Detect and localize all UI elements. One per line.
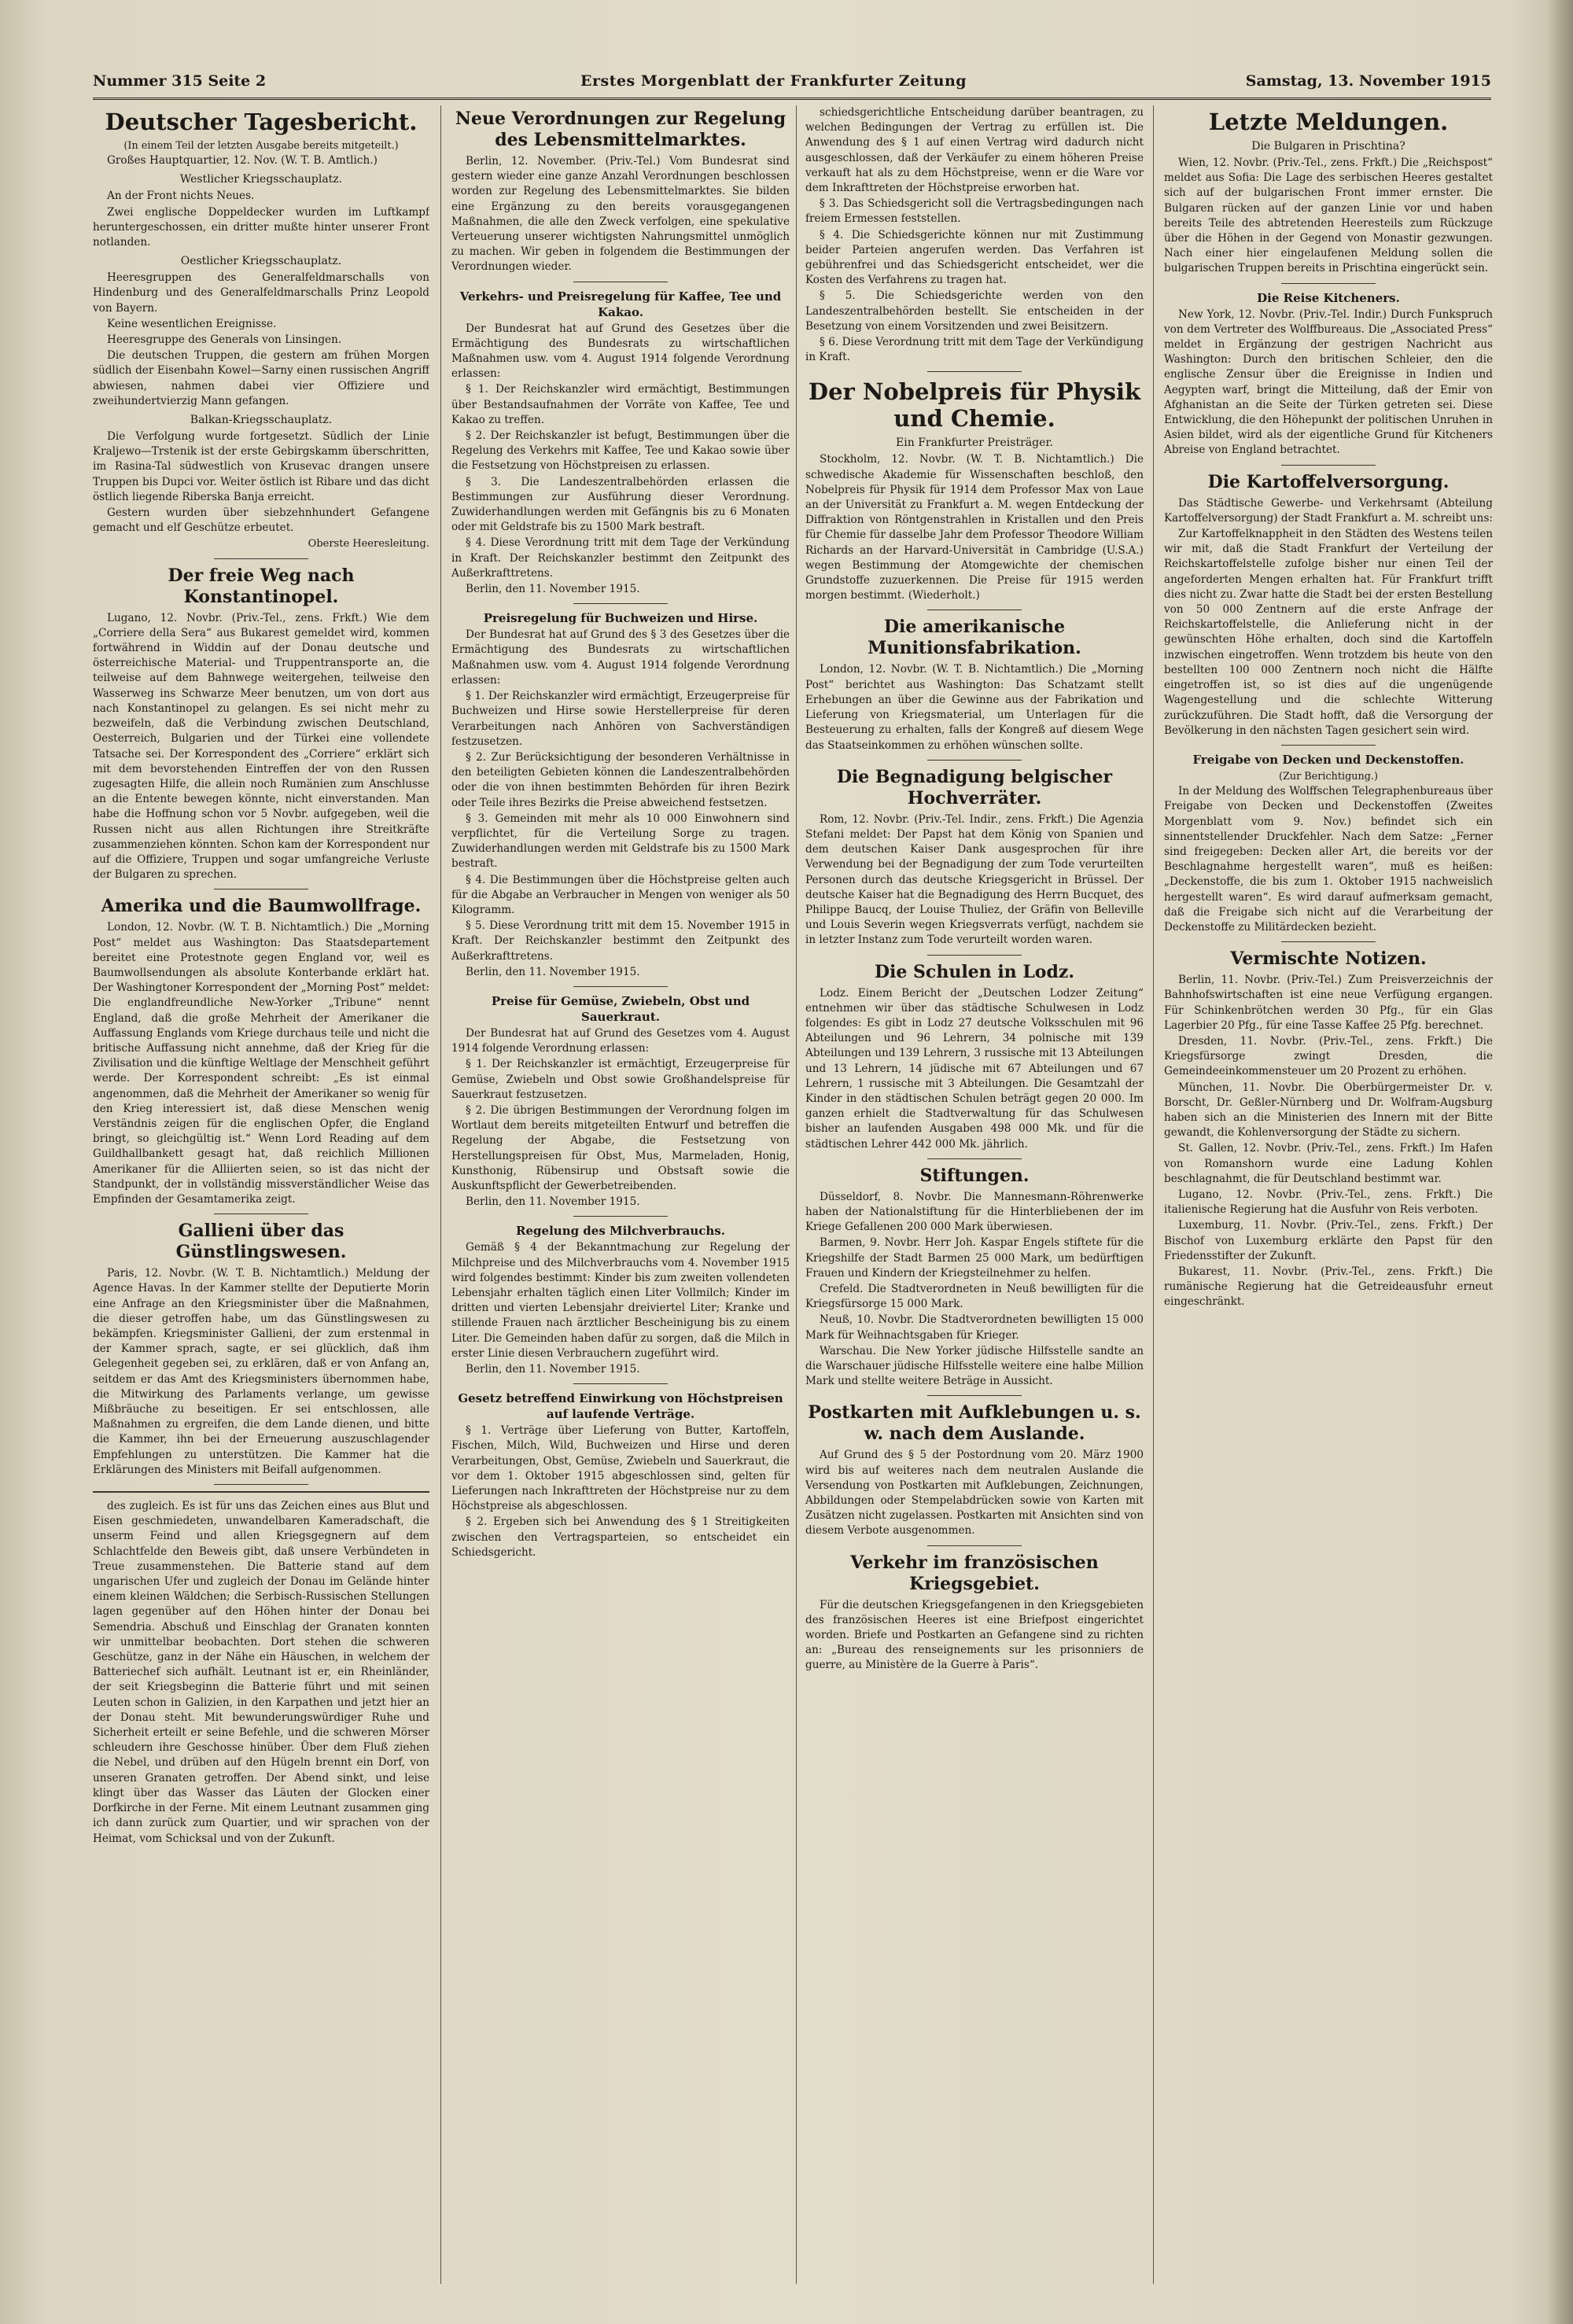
- article-paragraph: Neuß, 10. Novbr. Die Stadtverordneten bewilligten 15 000 Mark für Weihnachtsgaben für Krieger.: [805, 1313, 1144, 1342]
- article-paragraph: Die Verfolgung wurde fortgesetzt. Südlich der Linie Kraljewo—Trstenik ist der erste Gebirgskamm überschritten, im Rasina-Tal südwestlich von Krusevac drangen unsere Truppen bis Dupci vor. Weiter östlich ist Ribare und das dicht östlich liegende Riberska Banja erreicht.: [93, 430, 429, 503]
- article-separator: [1281, 283, 1376, 284]
- article-headline: Der Nobelpreis für Physik und Chemie.: [808, 378, 1141, 433]
- section-heading: Westlicher Kriegsschauplatz.: [179, 173, 343, 186]
- article-paragraph: Heeresgruppen des Generalfeldmarschalls von Hindenburg und des Generalfeldmarschalls Prinz Leopold von Bayern.: [93, 271, 429, 315]
- article: [805, 767, 1144, 948]
- article-paragraph: Stockholm, 12. Novbr. (W. T. B. Nichtamtlich.) Die schwedische Akademie für Wissenschaften beschloß, den Nobelpreis für Physik für 1914 dem Professor Max von Laue an der Universität zu Frankfurt a. M. wegen Entdeckung der Diffraktion von Röntgenstrahlen in Kristallen und den Preis für Chemie für dasselbe Jahr dem Professor Theodore William Richards an der Harvard-Universität in Cambridge (U.S.A.) wegen Bestimmung der Atomgewichte der chemischen Grundstoffe zuzuerkennen. Die Preise für 1915 werden morgen bestimmt. (Wiederholt.): [805, 453, 1144, 602]
- newspaper-edition-title: Erstes Morgenblatt der Frankfurter Zeitung: [580, 72, 967, 90]
- article: [93, 1221, 429, 1478]
- article-paragraph: Warschau. Die New Yorker jüdische Hilfsstelle sandte an die Warschauer jüdische Hilfsstelle weitere eine halbe Million Mark und stellte weitere Beträge in Aussicht.: [805, 1344, 1144, 1388]
- article-paragraph: Lugano, 12. Novbr. (Priv.-Tel., zens. Frkft.) Wie dem „Corriere della Sera“ aus Bukarest gemeldet wird, kommen fortwährend in Widdin auf der Donau deutsche und österreichische Material- und Truppentransporte an, die teilweise auf dem Bahnwege weitergehen, teilweise den Wasserweg ins Schwarze Meer benutzen, um von dort aus nach Konstantinopel zu gelangen. Es sei nicht mehr zu bezweifeln, daß die Verbindung zwischen Deutschland, Oesterreich, Bulgarien und der Türkei eine vollendete Tatsache sei. Der Korrespondent des „Corriere“ erklärt sich mit dem bevorstehenden Eintreffen der von den Russen zugesagten Hilfe, die allein noch Rumänien zum Anschlusse an die Entente bewegen könnte, nicht einverstanden. Man habe die Hoffnung schon vor 5 Novbr. aufgegeben, weil die Russen nicht aus allen Richtungen ihre Streitkräfte zusammenziehen könnten. Schon kam der Korrespondent nur auf die Offiziere, Truppen und sogar umfangreiche Verluste der Bulgaren zu sprechen.: [93, 611, 429, 882]
- article-headline: Die Begnadigung belgischer Hochverräter.: [836, 766, 1113, 808]
- article-subheadline: Freigabe von Decken und Deckenstoffen.: [1192, 752, 1464, 767]
- article-headline: Deutscher Tagesbericht.: [105, 109, 418, 135]
- article-paragraph: Luxemburg, 11. Novbr. (Priv.-Tel., zens. Frkft.) Der Bischof von Luxemburg erklärte den Papst für den Friedensstifter der Zukunft.: [1164, 1219, 1493, 1262]
- column-2: [451, 105, 790, 2284]
- article: [93, 1491, 429, 1847]
- article-paragraph: Großes Hauptquartier, 12. Nov. (W. T. B. Amtlich.): [107, 154, 378, 168]
- article-paragraph: Zwei englische Doppeldecker wurden im Luftkampf heruntergeschossen, ein dritter mußte hinter unserer Front notlanden.: [93, 205, 429, 249]
- article-paragraph: Dresden, 11. Novbr. (Priv.-Tel., zens. Frkft.) Die Kriegsfürsorge zwingt Dresden, die Gemeindeeinkommensteuer um 20 Prozent zu erhöhen.: [1164, 1034, 1493, 1078]
- article-paragraph: Crefeld. Die Stadtverordneten in Neuß bewilligten für die Kriegsfürsorge 15 000 Mark.: [805, 1282, 1144, 1311]
- article-paragraph: § 1. Der Reichskanzler wird ermächtigt, Bestimmungen über Bestandsaufnahmen der Vorräte von Kaffee, Tee und Kakao zu treffen.: [451, 383, 790, 426]
- article: [805, 1552, 1144, 1674]
- article-paragraph: § 6. Diese Verordnung tritt mit dem Tage der Verkündigung in Kraft.: [805, 336, 1144, 364]
- column-divider: [440, 105, 441, 2284]
- article-subheadline: Gesetz betreffend Einwirkung von Höchstpreisen auf laufende Verträge.: [458, 1391, 783, 1422]
- article-subheadline: Verkehrs- und Preisregelung für Kaffee, Tee und Kakao.: [459, 289, 782, 319]
- article-paragraph: Wien, 12. Novbr. (Priv.-Tel., zens. Frkft.) Die „Reichspost“ meldet aus Sofia: Die Lage des serbischen Heeres gestaltet sich auf der bulgarischen Front immer ernster. Die Bulgaren rücken auf der ganzen Linie vor und haben bereits Teile des abtretenden Heeresteils zum Rückzuge über die Höhen in der Gegend von Monastir gezwungen. Nach einer hier eingelaufenen Meldung sollen die bulgarischen Truppen bereits in Prischtina eingerückt sein.: [1164, 157, 1493, 275]
- article-paragraph: § 2. Zur Berücksichtigung der besonderen Verhältnisse in den beteiligten Gebieten können die Landeszentralbehörden oder die von ihnen bestimmten Behörden für ihren Bezirk oder Teile ihres Bezirks die Preise abweichend festsetzen.: [451, 750, 790, 809]
- article-separator: [927, 955, 1022, 956]
- article-paragraph: Die deutschen Truppen, die gestern am frühen Morgen südlich der Eisenbahn Kowel—Sarny einen russischen Angriff abwiesen, nahmen dabei vier Offiziere und zweihundertvierzig Mann gefangen.: [93, 349, 429, 407]
- article-headline: Amerika und die Baumwollfrage.: [101, 896, 422, 917]
- article-paragraph: London, 12. Novbr. (W. T. B. Nichtamtlich.) Die „Morning Post“ meldet aus Washington: Das Staatsdepartement bereitet eine Protestnote gegen England vor, weil es Baumwollsendungen als absolute Konterbande erklärt hat. Der Washingtoner Korrespondent der „Morning Post“ meldet: Die englandfreundliche New-Yorker „Tribune“ nennt England, daß die große Mehrheit der Amerikaner die Auffassung Englands vom Kriege durchaus teile und nicht die britische Auffassung nicht annehme, daß der Krieg für die Zivilisation und die künftige Weltlage der Menschheit geführt werde. Der Korrespondent schreibt: „Es ist einmal angenommen, daß die Mehrheit der Amerikaner so wenig für den Krieg interessiert ist, daß diese Menschen wenig Verständnis zeigen für die englischen Opfer, die England bringt, so gleichgültig ist.“ Wenn Lord Reading auf dem Guildhallbankett gesagt hat, daß reichlich Millionen Amerikaner für die Alliierten seien, so ist das nicht der Standpunkt, der in vollständig missverständlicher Weise das Empfinden der Gesamtamerika zeigt.: [93, 921, 429, 1206]
- article-separator: [573, 986, 668, 987]
- article-paragraph: Berlin, den 11. November 1915.: [466, 583, 640, 596]
- article-paragraph: Keine wesentlichen Ereignisse.: [107, 317, 277, 330]
- article-paragraph: Berlin, den 11. November 1915.: [466, 1195, 640, 1209]
- article-subheadline: Regelung des Milchverbrauchs.: [516, 1224, 725, 1239]
- article: [451, 1390, 790, 1560]
- article-separator: [573, 603, 668, 604]
- article-paragraph: Berlin, 12. November. (Priv.-Tel.) Vom Bundesrat sind gestern wieder eine ganze Anzahl Verordnungen beschlossen worden zur Regelung des Lebensmittelmarktes. Sie bilden eine Ergänzung zu den bereits vorausgegangenen Maßnahmen, die alle den Zweck verfolgen, eine spekulative Verteuerung unserer wichtigsten Nahrungsmittel unmöglich zu machen. Wir geben in folgendem die Bestimmungen der Verordnungen wieder.: [451, 155, 790, 274]
- article-headline: Stiftungen.: [919, 1165, 1030, 1186]
- article-paragraph: § 4. Die Schiedsgerichte können nur mit Zustimmung beider Parteien angerufen werden. Das Verfahren ist gebührenfrei und das Schiedsgericht entscheidet, wer die Kosten des Verfahrens zu tragen hat.: [805, 228, 1144, 287]
- section-heading: Oestlicher Kriegsschauplatz.: [180, 255, 342, 268]
- article-separator: [1281, 465, 1376, 466]
- article-separator: [214, 558, 308, 559]
- article-paragraph: § 1. Verträge über Lieferung von Butter, Kartoffeln, Fischen, Milch, Wild, Buchweizen und Hirse und deren Verarbeitungen, Obst, Gemüse, Zwiebeln und Sauerkraut, die vor dem 1. Oktober 1915 abgeschlossen sind, gelten für Lieferungen nach Inkrafttreten der Höchstpreise nur zu dem Höchstpreise als abgeschlossen.: [451, 1424, 790, 1513]
- article-separator: [927, 760, 1022, 761]
- article-headline: Verkehr im französischen Kriegsgebiet.: [850, 1552, 1099, 1594]
- article-headline: Neue Verordnungen zur Regelung des Lebensmittelmarktes.: [455, 109, 786, 150]
- editorial-note: (In einem Teil der letzten Ausgabe bereits mitgeteilt.): [123, 140, 399, 152]
- article-paragraph: An der Front nichts Neues.: [107, 190, 255, 203]
- article-paragraph: Barmen, 9. Novbr. Herr Joh. Kaspar Engels stiftete für die Kriegshilfe der Stadt Barmen 25 000 Mark, um bedürftigen Frauen und Kindern der Kriegsteilnehmer zu helfen.: [805, 1236, 1144, 1280]
- article-separator: [214, 1484, 308, 1485]
- article: [451, 109, 790, 275]
- article-headline: Letzte Meldungen.: [1208, 109, 1449, 135]
- article-separator: [573, 1216, 668, 1217]
- article-paragraph: Rom, 12. Novbr. (Priv.-Tel. Indir., zens. Frkft.) Die Agenzia Stefani meldet: Der Papst hat dem König von Spanien und dem deutschen Kaiser Dank ausgesprochen für ihre Verwendung bei der Begnadigung der zum Tode verurteilten Personen durch das deutsche Kriegsgericht in Brüssel. Der deutsche Kaiser hat die Begnadigung des Herrn Bucquet, des Philippe Baucq, der Louise Thuliez, der Gräfin von Belleville und Louis Severin wegen Kriegsverrats verfügt, nachdem sie in letzter Instanz zum Tode verurteilt worden waren.: [805, 812, 1144, 947]
- article-paragraph: § 2. Der Reichskanzler ist befugt, Bestimmungen über die Regelung des Verkehrs mit Kaffee, Tee und Kakao sowie über die Festsetzung von Höchstpreisen zu erlassen.: [451, 429, 790, 473]
- article-paragraph: Auf Grund des § 5 der Postordnung vom 20. März 1900 wird bis auf weiteres nach dem neutralen Auslande die Versendung von Postkarten mit Aufklebungen, Zeichnungen, Abbildungen oder Stempelabdrücken sowie von Karten mit Zusätzen nicht zugelassen. Postkarten mit Ansichten sind von diesem Verbote ausgenommen.: [805, 1449, 1144, 1538]
- article-headline: Die amerikanische Munitionsfabrikation.: [868, 617, 1081, 659]
- article-paragraph: Das Städtische Gewerbe- und Verkehrsamt (Abteilung Kartoffelversorgung) der Stadt Frankfurt a. M. schreibt uns:: [1164, 496, 1493, 525]
- editorial-note: (Zur Berichtigung.): [1278, 770, 1379, 783]
- article-paragraph: Gemäß § 4 der Bekanntmachung zur Regelung der Milchpreise und des Milchverbrauchs vom 4. November 1915 wird folgendes bestimmt: Kinder bis zum zweiten vollendeten Lebensjahr erhalten täglich einen Liter Vollmilch; Kinder im dritten und vierten Lebensjahr dreiviertel Liter; Kranke und stillende Frauen nach ärztlicher Bescheinigung bis zu einem Liter. Die Gemeinden haben dafür zu sorgen, daß die Milch in erster Linie diesen Verbrauchern zugeführt wird.: [451, 1241, 790, 1360]
- article-headline: Die Kartoffelversorgung.: [1207, 471, 1450, 492]
- article-paragraph: § 1. Der Reichskanzler wird ermächtigt, Erzeugerpreise für Buchweizen und Hirse sowie Herstellerpreise für deren Verarbeitungen nach Anhören von Sachverständigen festzusetzen.: [451, 690, 790, 748]
- section-rule: [93, 1491, 429, 1493]
- article-paragraph: § 2. Ergeben sich bei Anwendung des § 1 Streitigkeiten zwischen den Vertragsparteien, so entscheidet ein Schiedsgericht.: [451, 1516, 790, 1559]
- article: [1164, 948, 1493, 1309]
- article-paragraph: Paris, 12. Novbr. (W. T. B. Nichtamtlich.) Meldung der Agence Havas. In der Kammer stellte der Deputierte Morin eine Anfrage an den Kriegsminister über die Maßnahmen, die dieser getroffen habe, um das Günstlingswesen zu bekämpfen. Kriegsminister Gallieni, der zum erstenmal in der Kammer sprach, sagte, er sei glücklich, daß ihm Gelegenheit gegeben sei, zu erklären, daß er von Anfang an, seitdem er das Amt des Kriegsministers übernommen habe, die Mitwirkung des Parlaments verlange, um gewisse Mißbräuche zu beseitigen. Er sei entschlossen, alle Maßnahmen zu ergreifen, die dem Lande dienen, und bitte die Kammer, ihn bei der Erneuerung auszuschlagender Empfehlungen zu unterstützen. Die Kammer hat die Erklärungen des Ministers mit Beifall aufgenommen.: [93, 1267, 429, 1476]
- section-heading: Balkan-Kriegsschauplatz.: [190, 414, 333, 427]
- article-paragraph: Zur Kartoffelknappheit in den Städten des Westens teilen wir mit, daß die Stadt Frankfurt der Verteilung der Reichskartoffelstelle zufolge bisher nur einen Teil der angeforderten Mengen erhalten hat. Für Frankfurt trifft dies nicht zu. Zwar hatte die Stadt bei der ersten Bestellung von 50 000 Zentnern auf die erste Anfrage der Reichskartoffelstelle, die Anlieferung nicht in der gewünschten Höhe erhalten, doch sind die Kartoffeln inzwischen eingetroffen. Wenn trotzdem bis heute von den bestellten 100 000 Zentnern noch nicht die Hälfte eingetroffen ist, so ist dies auf die ungenügende Wagengestellung und die schlechte Witterung zurückzuführen. Die Stadt hofft, daß die Versorgung der Bevölkerung in den nächsten Tagen gesichert sein wird.: [1164, 528, 1493, 737]
- article-headline: Postkarten mit Aufklebungen u. s. w. nach dem Auslande.: [808, 1402, 1141, 1445]
- article: [1164, 472, 1493, 738]
- article-paragraph: Für die deutschen Kriegsgefangenen in den Kriegsgebieten des französischen Heeres ist eine Briefpost eingerichtet worden. Briefe und Postkarten an Gefangene sind zu richten an: „Bureau des renseignements sur les prisonniers de guerre, au Ministère de la Guerre à Paris“.: [805, 1598, 1144, 1672]
- article-paragraph: In der Meldung des Wolffschen Telegraphenbureaus über Freigabe von Decken und Deckenstoffen (Zweites Morgenblatt vom 9. Nov.) befindet sich ein sinnentstellender Druckfehler. Nach dem Satze: „Ferner sind freigegeben: Decken aller Art, die bereits vor der Beschlagnahme hergestellt waren“, muß es heißen: „Deckenstoffe, die bis zum 1. Oktober 1915 nachweislich hergestellt waren“. Es wird darauf aufmerksam gemacht, daß die Freigabe sich nicht auf die Verarbeitung der Deckenstoffe zu Militärdecken bezieht.: [1164, 785, 1493, 934]
- article-paragraph: Heeresgruppe des Generals von Linsingen.: [107, 333, 342, 347]
- article-separator: [573, 1383, 668, 1384]
- article: [93, 896, 429, 1207]
- article-separator: [927, 1158, 1022, 1159]
- article-paragraph: Berlin, den 11. November 1915.: [466, 965, 640, 978]
- article-paragraph: Lugano, 12. Novbr. (Priv.-Tel., zens. Frkft.) Die italienische Regierung hat die Ausfuhr von Reis verboten.: [1164, 1188, 1493, 1217]
- article-separator: [1281, 941, 1376, 942]
- article: [1164, 109, 1493, 277]
- article-paragraph: § 4. Diese Verordnung tritt mit dem Tage der Verkündung in Kraft. Der Reichskanzler bestimmt den Zeitpunkt des Außerkrafttretens.: [451, 536, 790, 580]
- article-paragraph: Lodz. Einem Bericht der „Deutschen Lodzer Zeitung“ entnehmen wir über das städtische Schulwesen in Lodz folgendes: Es gibt in Lodz 27 deutsche Volksschulen mit 96 Abteilungen und 96 Lehrern, 34 polnische mit 139 Abteilungen und 139 Lehrern, 3 russische mit 13 Abteilungen und 13 Lehrern, 14 jüdische mit 67 Abteilungen und 67 Lehrern, 1 russische mit 3 Abteilungen. Die Gesamtzahl der Kinder in den städtischen Schulen beträgt gegen 20 000. Im ganzen erhielt die Stadtverwaltung für das Schulwesen bisher an laufenden Ausgaben 498 000 Mk. und für die städtischen Lehrer 442 000 Mk. jährlich.: [805, 986, 1144, 1151]
- article: [93, 565, 429, 883]
- article-paragraph: Berlin, 11. Novbr. (Priv.-Tel.) Zum Preisverzeichnis der Bahnhofswirtschaften ist eine neue Verfügung ergangen. Für Schinkenbrötchen werden 30 Pfg., für ein Glas Lagerbier 20 Pfg., für eine Tasse Kaffee 25 Pfg. berechnet.: [1164, 974, 1493, 1032]
- article: [1164, 752, 1493, 935]
- article-paragraph: § 5. Diese Verordnung tritt mit dem 15. November 1915 in Kraft. Der Reichskanzler bestimmt den Zeitpunkt des Außerkrafttretens.: [451, 919, 790, 963]
- signature-line: Oberste Heeresleitung.: [308, 538, 429, 551]
- article-paragraph: New York, 12. Novbr. (Priv.-Tel. Indir.) Durch Funkspruch von dem Vertreter des Wolffbureaus. Die „Associated Press“ meldet in Ergänzung der gestrigen Nachricht aus Washington: Durch den britischen Schleier, den die englische Zensur über die Ereignisse in Indien und Aegypten warf, bringt die Mitteilung, daß der Emir von Afghanistan an die Seite der Türken getreten sei. Diese Entwicklung, die den Höhepunkt der politischen Unruhen in Asien bildet, wird als der eigentliche Grund für Kitcheners Abreise von England betrachtet.: [1164, 308, 1493, 457]
- article: [805, 962, 1144, 1152]
- article-paragraph: schiedsgerichtliche Entscheidung darüber beantragen, zu welchen Bedingungen der Vertrag zu erfüllen ist. Die Anwendung des § 1 auf einen Vertrag wird dadurch nicht ausgeschlossen, daß der Verkäufer zu einem höheren Preise verkauft hat als zu dem Höchstpreise, wenn er die Ware vor dem Inkrafttreten der Höchstpreise erworben hat.: [805, 106, 1144, 195]
- issue-date: Samstag, 13. November 1915: [1245, 72, 1491, 90]
- article-paragraph: London, 12. Novbr. (W. T. B. Nichtamtlich.) Die „Morning Post“ berichtet aus Washington: Das Schatzamt stellt Erhebungen an über die Gewinne aus der Fabrikation und Lieferung von Kriegsmaterial, um Unterlagen für die Besteuerung zu erhalten, falls der Kongreß auf diesem Wege das Staatseinkommen zu erhöhen wünschen sollte.: [805, 663, 1144, 752]
- section-heading: Ein Frankfurter Preisträger.: [896, 436, 1053, 450]
- article-headline: Vermischte Notizen.: [1230, 948, 1427, 970]
- article-subheadline: Die Reise Kitcheners.: [1257, 290, 1400, 305]
- article: [451, 993, 790, 1210]
- article-paragraph: St. Gallen, 12. Novbr. (Priv.-Tel., zens. Frkft.) Im Hafen von Romanshorn wurde eine Ladung Kohlen beschlagnahmt, die für Deutschland bestimmt war.: [1164, 1142, 1493, 1185]
- article-paragraph: § 5. Die Schiedsgerichte werden von den Landeszentralbehörden bestellt. Sie entscheiden in der Besetzung von einem Vorsitzenden und zwei Beisitzern.: [805, 289, 1144, 333]
- article-separator: [1281, 745, 1376, 746]
- article-subheadline: Preise für Gemüse, Zwiebeln, Obst und Sauerkraut.: [491, 993, 750, 1024]
- article: [93, 109, 429, 552]
- issue-and-page: Nummer 315 Seite 2: [93, 72, 267, 90]
- article-paragraph: § 3. Die Landeszentralbehörden erlassen die Bestimmungen zur Ausführung dieser Verordnung. Zuwiderhandlungen werden mit Gefängnis bis zu 6 Monaten oder mit Geldstrafe bis zu 1500 Mark bestraft.: [451, 475, 790, 534]
- column-divider: [796, 105, 797, 2284]
- article-paragraph: Düsseldorf, 8. Novbr. Die Mannesmann-Röhrenwerke haben der Nationalstiftung für die Hinterbliebenen der im Kriege Gefallenen 200 000 Mark überwiesen.: [805, 1190, 1144, 1234]
- page-edge-shadow: [1546, 0, 1573, 2324]
- article-paragraph: Gestern wurden über siebzehnhundert Gefangene gemacht und elf Geschütze erbeutet.: [93, 506, 429, 535]
- article-headline: Der freie Weg nach Konstantinopel.: [168, 565, 355, 607]
- article: [805, 1166, 1144, 1390]
- article: [805, 1402, 1144, 1538]
- article: [805, 105, 1144, 365]
- article-paragraph: Der Bundesrat hat auf Grund des § 3 des Gesetzes über die Ermächtigung des Bundesrats zu wirtschaftlichen Maßnahmen usw. vom 4. August 1914 folgende Verordnung erlassen:: [451, 628, 790, 687]
- article-headline: Gallieni über das Günstlingswesen.: [175, 1221, 347, 1263]
- article-separator: [927, 1545, 1022, 1546]
- article-paragraph: § 4. Die Bestimmungen über die Höchstpreise gelten auch für die Abgabe an Verbraucher in Mengen von weniger als 50 Kilogramm.: [451, 873, 790, 916]
- article-separator: [927, 1395, 1022, 1396]
- article-paragraph: § 2. Die übrigen Bestimmungen der Verordnung folgen im Wortlaut dem bereits mitgeteilten Entwurf und betreffen die Regelung der Abgabe, die Festsetzung von Herstellungspreisen für Obst, Mus, Marmeladen, Honig, Kunsthonig, Rübensirup und Obstsaft sowie die Auskunftspflicht der Gewerbetreibenden.: [451, 1103, 790, 1192]
- article: [1164, 290, 1493, 459]
- column-divider: [1153, 105, 1154, 2284]
- article: [805, 378, 1144, 603]
- masthead: [93, 66, 1491, 100]
- column-1: [93, 105, 429, 2284]
- article-paragraph: § 1. Der Reichskanzler ist ermächtigt, Erzeugerpreise für Gemüse, Zwiebeln und Obst sowie Großhandelspreise für Sauerkraut festzusetzen.: [451, 1058, 790, 1101]
- article: [805, 617, 1144, 753]
- article-paragraph: Der Bundesrat hat auf Grund des Gesetzes über die Ermächtigung des Bundesrats zu wirtschaftlichen Maßnahmen usw. vom 4. August 1914 folgende Verordnung erlassen:: [451, 322, 790, 381]
- article-paragraph: § 3. Das Schiedsgericht soll die Vertragsbedingungen nach freiem Ermessen feststellen.: [805, 197, 1144, 226]
- article: [451, 1223, 790, 1377]
- article-paragraph: Der Bundesrat hat auf Grund des Gesetzes vom 4. August 1914 folgende Verordnung erlassen:: [451, 1026, 790, 1055]
- article-paragraph: § 3. Gemeinden mit mehr als 10 000 Einwohnern sind verpflichtet, für die Verteilung Sorge zu tragen. Zuwiderhandlungen werden mit Geldstrafe bis zu 1500 Mark bestraft.: [451, 812, 790, 871]
- column-3: [805, 105, 1144, 2284]
- article-paragraph: des zugleich. Es ist für uns das Zeichen eines aus Blut und Eisen geschmiedeten, unwandelbaren Kameradschaft, die unserm Feind und allen Kriegsgegnern auf dem Schlachtfelde den Beweis gibt, daß unsere Verbündeten in Treue zusammenstehen. Die Batterie stand auf dem ungarischen Ufer und zugleich der Donau im Gelände hinter einem kleinen Wäldchen; die Serbisch-Russischen Stellungen lagen gegenüber auf den Höhen hinter der Donau bei Semendria. Abschuß und Einschlag der Granaten konnten wir unmittelbar beobachten. Dort stehen die schweren Geschütze, ganz in der Nähe ein Häuschen, in welchem der Batteriechef sich aufhält. Leutnant ist er, ein Rheinländer, der seit Kriegsbeginn die Batterie führt und mit seinen Leuten schon in Galizien, in den Karpathen und jetzt hier an der Donau steht. Mit bewunderungswürdiger Ruhe und Sicherheit erteilt er seine Befehle, und die schweren Mörser schleudern ihre Geschosse hinüber. Über dem Fluß ziehen die Nebel, und drüben auf den Hügeln brennt ein Dorf, von unseren Granaten getroffen. Der Abend sinkt, und leise klingt über das Wasser das Läuten der Glocken einer Dorfkirche in der Ferne. Mit einem Leutnant zusammen ging ich dann zurück zum Quartier, und wir sprachen von der Heimat, vom Schicksal und von der Zukunft.: [93, 1500, 429, 1845]
- article-paragraph: München, 11. Novbr. Die Oberbürgermeister Dr. v. Borscht, Dr. Geßler-Nürnberg und Dr. Wolfram-Augsburg haben sich an die Ministerien des Innern mit der Bitte gewandt, die Kohlenversorgung der Städte zu sichern.: [1164, 1081, 1493, 1140]
- column-4: [1164, 105, 1493, 2284]
- article-paragraph: Bukarest, 11. Novbr. (Priv.-Tel., zens. Frkft.) Die rumänische Regierung hat die Getreideausfuhr erneut eingeschränkt.: [1164, 1265, 1493, 1309]
- article-separator: [927, 371, 1022, 372]
- article-paragraph: Berlin, den 11. November 1915.: [466, 1363, 640, 1376]
- article-headline: Die Schulen in Lodz.: [874, 961, 1075, 982]
- article-subheadline: Preisregelung für Buchweizen und Hirse.: [483, 611, 758, 626]
- article: [451, 610, 790, 980]
- section-heading: Die Bulgaren in Prischtina?: [1251, 140, 1405, 153]
- article: [451, 289, 790, 598]
